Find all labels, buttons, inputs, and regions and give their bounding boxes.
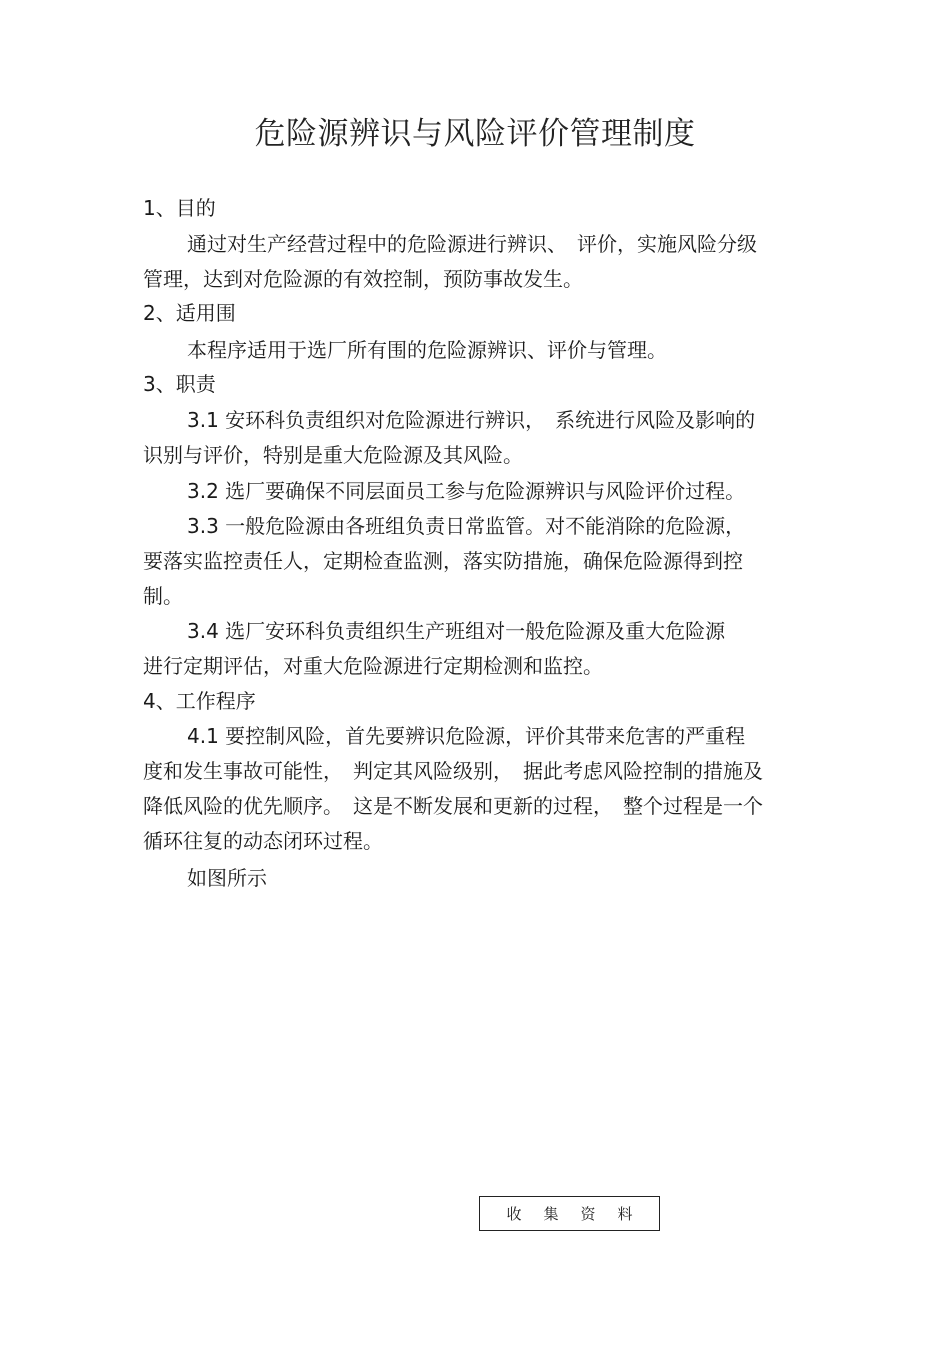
item-3-1-line: 3.1 安环科负责组织对危险源进行辨识， 系统进行风险及影响的 (187, 408, 756, 432)
section-3-heading: 3、职责 (143, 372, 216, 396)
item-3-4-line: 3.4 选厂安环科负责组织生产班组对一般危险源及重大危险源 (187, 619, 726, 643)
document-title: 危险源辨识与风险评价管理制度 (254, 116, 696, 152)
item-3-1-line: 识别与评价，特别是重大危险源及其风险。 (143, 443, 523, 467)
item-4-1-line: 降低风险的优先顺序。 这是不断发展和更新的过程， 整个过程是一个 (143, 794, 763, 818)
item-3-2-line: 3.2 选厂要确保不同层面员工参与危险源辨识与风险评价过程。 (187, 479, 746, 503)
section-4-heading: 4、工作程序 (143, 689, 256, 713)
item-3-3-line: 要落实监控责任人，定期检查监测，落实防措施，确保危险源得到控 (143, 549, 743, 573)
item-3-3-line: 3.3 一般危险源由各班组负责日常监管。对不能消除的危险源， (187, 514, 746, 538)
collect-materials-label: 收集资料 (506, 1205, 655, 1223)
item-3-3-line: 制。 (143, 584, 183, 608)
section-1-paragraph-line: 通过对生产经营过程中的危险源进行辨识、 评价，实施风险分级 (187, 232, 757, 256)
item-4-1-line: 循环往复的动态闭环过程。 (143, 829, 383, 853)
section-2-paragraph-line: 本程序适用于选厂所有围的危险源辨识、评价与管理。 (187, 338, 667, 362)
item-4-1-line: 4.1 要控制风险，首先要辨识危险源，评价其带来危害的严重程 (187, 724, 746, 748)
section-1-paragraph-line: 管理，达到对危险源的有效控制，预防事故发生。 (143, 267, 583, 291)
section-1-heading: 1、目的 (143, 196, 216, 220)
item-3-4-line: 进行定期评估，对重大危险源进行定期检测和监控。 (143, 654, 603, 678)
section-2-heading: 2、适用围 (143, 301, 236, 325)
item-4-1-line: 度和发生事故可能性， 判定其风险级别， 据此考虑风险控制的措施及 (143, 759, 763, 783)
figure-reference-line: 如图所示 (187, 866, 267, 890)
collect-materials-box (479, 1196, 660, 1231)
